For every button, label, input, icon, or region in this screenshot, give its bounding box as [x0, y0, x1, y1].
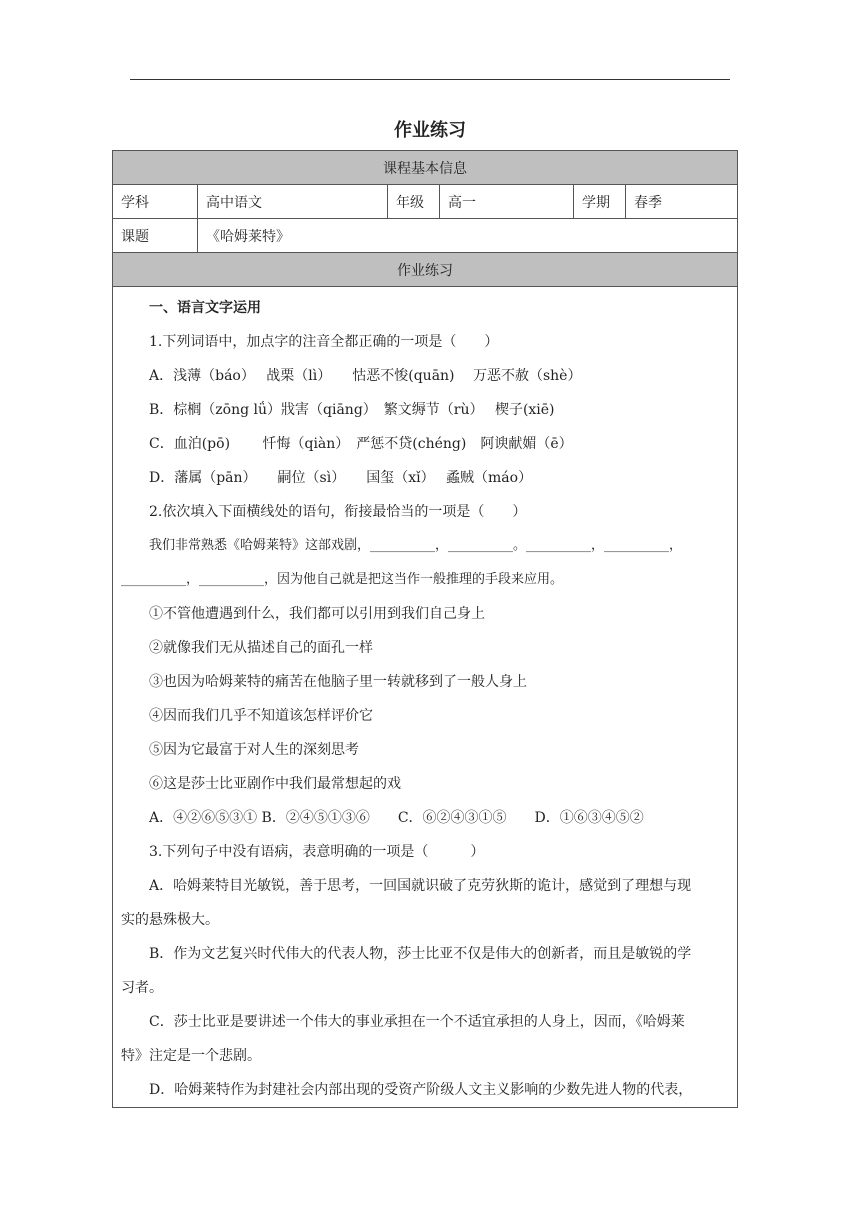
q2-item-4: ④因而我们几乎不知道该怎样评价它	[149, 708, 373, 724]
q2-item-3: ③也因为哈姆莱特的痛苦在他脑子里一转就移到了一般人身上	[149, 674, 527, 690]
q3-option-c-line2: 特》注定是一个悲剧。	[121, 1048, 261, 1064]
q2-item-5: ⑤因为它最富于对人生的深刻思考	[149, 742, 359, 758]
q3-option-c-line1: C．莎士比亚是要讲述一个伟大的事业承担在一个不适宜承担的人身上，因而，《哈姆莱	[149, 1014, 685, 1030]
course-info-header: 课程基本信息	[113, 151, 738, 185]
homework-content	[113, 287, 738, 1108]
q3-option-a-line1: A．哈姆莱特目光敏锐，善于思考，一回国就识破了克劳狄斯的诡计，感觉到了理想与现	[149, 878, 692, 894]
question-3: 3.下列句子中没有语病，表意明确的一项是（ ）	[149, 844, 485, 860]
grade-value: 高一	[440, 185, 574, 219]
q2-item-1: ①不管他遭遇到什么，我们都可以引用到我们自己身上	[149, 606, 485, 622]
term-label: 学期	[574, 185, 626, 219]
homework-header: 作业练习	[113, 253, 738, 287]
q3-option-d-line1: D．哈姆莱特作为封建社会内部出现的受资产阶级人文主义影响的少数先进人物的代表，	[149, 1082, 693, 1098]
q1-option-c: C．血泊(pō) 忏悔（qiàn） 严惩不贷(chéng) 阿谀献媚（ē）	[149, 436, 573, 452]
subject-label: 学科	[113, 185, 198, 219]
q3-option-a-line2: 实的悬殊极大。	[121, 912, 219, 928]
homework-table	[112, 150, 738, 1108]
q1-option-b: B．棕榈（zōng lǘ）戕害（qiāng） 繁文缛节（rù） 楔子(xiē)	[149, 402, 555, 418]
page-title: 作业练习	[394, 120, 466, 141]
header-rule	[130, 79, 730, 80]
question-2: 2.依次填入下面横线处的语句，衔接最恰当的一项是（ ）	[149, 504, 527, 520]
q1-option-a: A．浅薄（báo） 战栗（lì） 怙恶不悛(quān) 万恶不赦（shè）	[149, 368, 582, 384]
topic-value: 《哈姆莱特》	[198, 219, 738, 253]
grade-label: 年级	[388, 185, 440, 219]
q1-option-d: D．藩属（pān） 嗣位（sì） 国玺（xǐ） 蟊贼（máo）	[149, 470, 533, 486]
q2-item-2: ②就像我们无从描述自己的面孔一样	[149, 640, 373, 656]
subject-value: 高中语文	[198, 185, 388, 219]
q2-item-6: ⑥这是莎士比亚剧作中我们最常想起的戏	[149, 776, 401, 792]
term-value: 春季	[626, 185, 738, 219]
section-heading: 一、语言文字运用	[149, 300, 261, 316]
question-1: 1.下列词语中，加点字的注音全都正确的一项是（ ）	[149, 334, 499, 350]
q2-passage-line1: 我们非常熟悉《哈姆莱特》这部戏剧，__________，__________。__________，__________，	[149, 538, 683, 553]
q2-options: A．④②⑥⑤③① B．②④⑤①③⑥ C．⑥②④③①⑤ D．①⑥③④⑤②	[149, 810, 644, 826]
q3-option-b-line2: 习者。	[121, 980, 163, 996]
topic-label: 课题	[113, 219, 198, 253]
q2-passage-line2: __________，__________，因为他自己就是把这当作一般推理的手段来应用。	[121, 572, 564, 587]
q3-option-b-line1: B．作为文艺复兴时代伟大的代表人物，莎士比亚不仅是伟大的创新者，而且是敏锐的学	[149, 946, 692, 962]
